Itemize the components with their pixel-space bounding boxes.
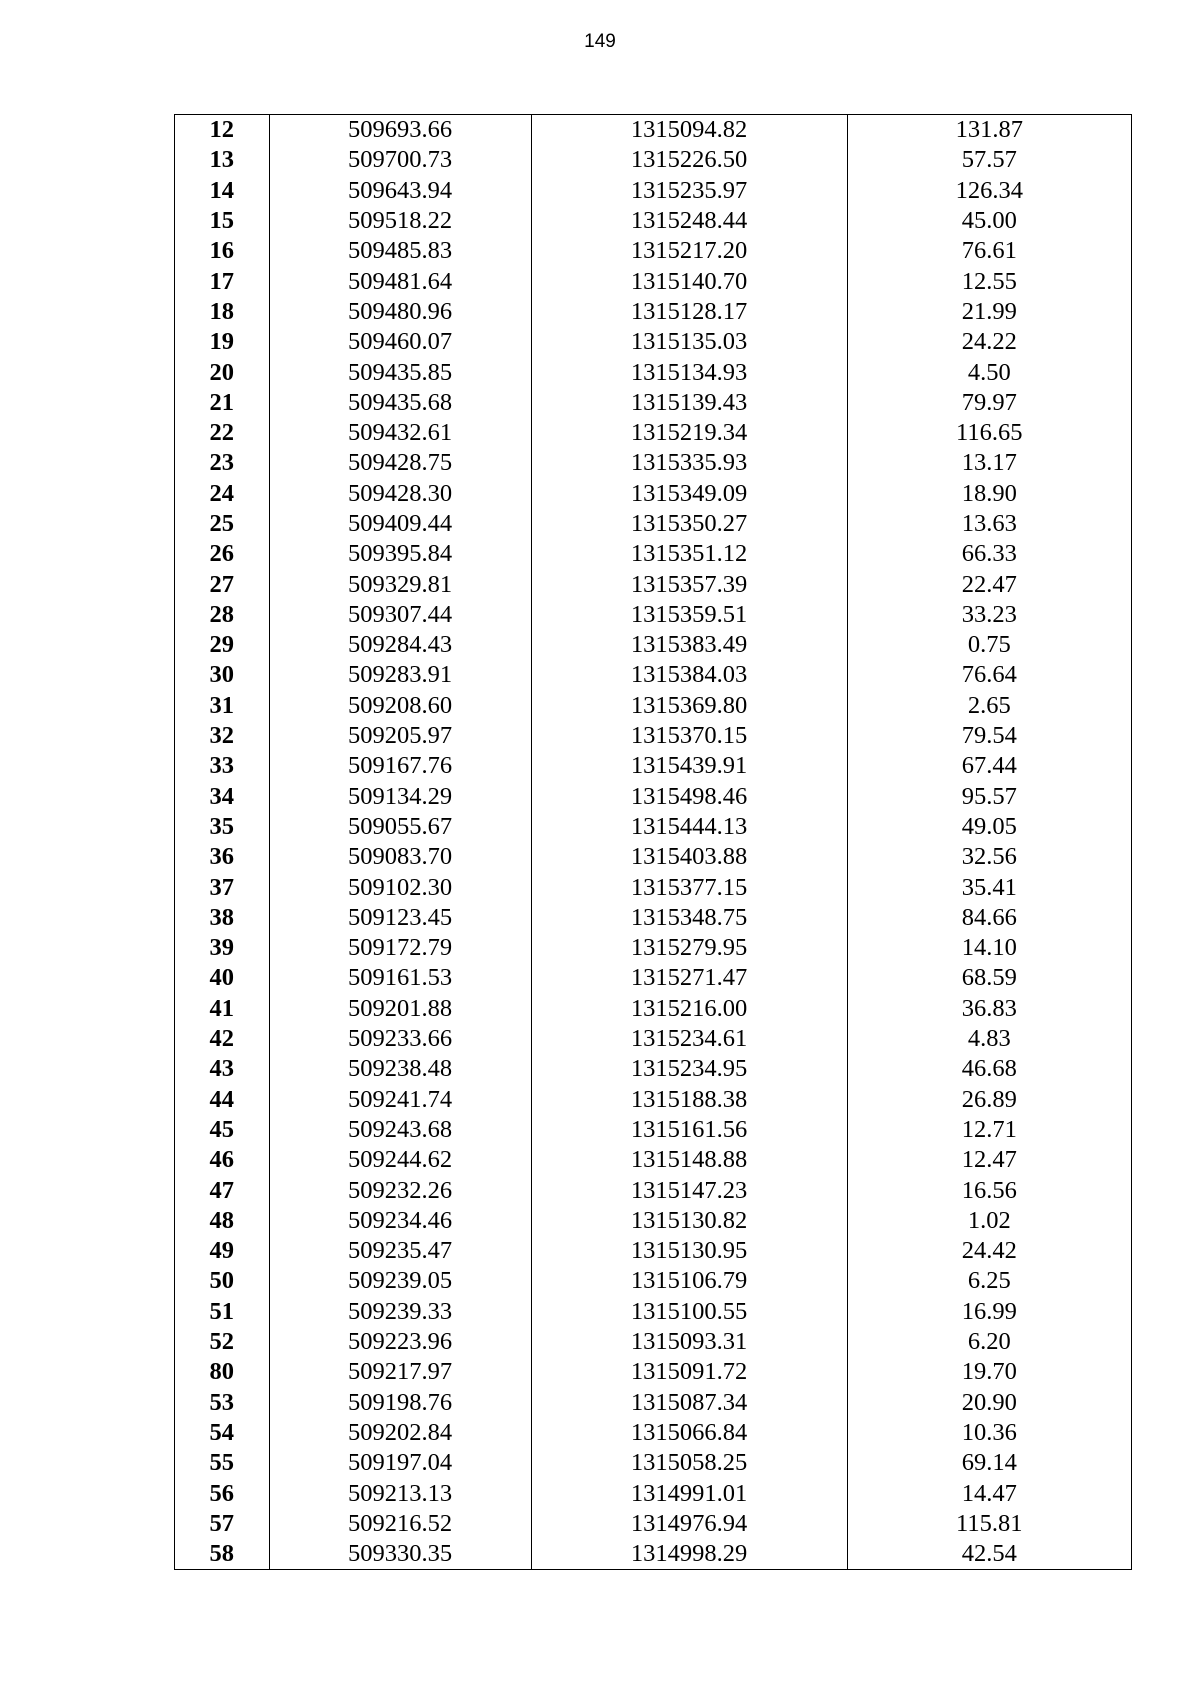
y-coordinate-cell: 1315351.12	[531, 539, 847, 569]
x-coordinate-cell: 509480.96	[269, 297, 531, 327]
x-coordinate-cell: 509167.76	[269, 751, 531, 781]
x-coordinate-cell: 509201.88	[269, 994, 531, 1024]
point-number-cell: 33	[209, 752, 234, 780]
x-coordinate-cell: 509123.45	[269, 903, 531, 933]
distance-cell: 2.65	[847, 691, 1131, 721]
y-coordinate-cell: 1315350.27	[531, 509, 847, 539]
point-number-cell: 24	[209, 479, 234, 507]
distance-cell: 14.47	[847, 1478, 1131, 1508]
table-row	[175, 1418, 1131, 1448]
x-coordinate-cell: 509216.52	[269, 1509, 531, 1539]
x-coordinate-cell: 509223.96	[269, 1327, 531, 1357]
x-coordinate-cell: 509161.53	[269, 963, 531, 993]
distance-cell: 4.50	[847, 357, 1131, 387]
distance-cell: 84.66	[847, 903, 1131, 933]
y-coordinate-cell: 1315161.56	[531, 1115, 847, 1145]
distance-cell: 95.57	[847, 782, 1131, 812]
y-coordinate-cell: 1314998.29	[531, 1539, 847, 1569]
table-row	[175, 145, 1131, 175]
y-coordinate-cell: 1315234.95	[531, 1054, 847, 1084]
point-number-cell: 36	[209, 843, 234, 871]
y-coordinate-cell: 1315369.80	[531, 691, 847, 721]
y-coordinate-cell: 1315216.00	[531, 994, 847, 1024]
distance-cell: 46.68	[847, 1054, 1131, 1084]
distance-cell: 33.23	[847, 600, 1131, 630]
distance-cell: 66.33	[847, 539, 1131, 569]
y-coordinate-cell: 1315134.93	[531, 357, 847, 387]
x-coordinate-cell: 509700.73	[269, 145, 531, 175]
table-row	[175, 1266, 1131, 1296]
distance-cell: 42.54	[847, 1539, 1131, 1569]
distance-cell: 32.56	[847, 842, 1131, 872]
x-coordinate-cell: 509239.33	[269, 1297, 531, 1327]
table-row	[175, 1175, 1131, 1205]
distance-cell: 68.59	[847, 963, 1131, 993]
point-number-cell: 26	[209, 540, 234, 568]
distance-cell: 6.25	[847, 1266, 1131, 1296]
point-number-cell: 40	[209, 964, 234, 992]
x-coordinate-cell: 509329.81	[269, 569, 531, 599]
x-coordinate-cell: 509428.75	[269, 448, 531, 478]
point-number-cell: 55	[209, 1449, 234, 1477]
x-coordinate-cell: 509435.85	[269, 357, 531, 387]
y-coordinate-cell: 1315148.88	[531, 1145, 847, 1175]
table-row	[175, 1024, 1131, 1054]
y-coordinate-cell: 1315370.15	[531, 721, 847, 751]
y-coordinate-cell: 1315087.34	[531, 1387, 847, 1417]
table-row	[175, 842, 1131, 872]
table-row	[175, 812, 1131, 842]
x-coordinate-cell: 509244.62	[269, 1145, 531, 1175]
x-coordinate-cell: 509485.83	[269, 236, 531, 266]
y-coordinate-cell: 1315439.91	[531, 751, 847, 781]
x-coordinate-cell: 509172.79	[269, 933, 531, 963]
point-number-cell: 49	[209, 1237, 234, 1265]
table-row	[175, 418, 1131, 448]
x-coordinate-cell: 509241.74	[269, 1085, 531, 1115]
point-number-cell: 56	[209, 1479, 234, 1507]
y-coordinate-cell: 1315106.79	[531, 1266, 847, 1296]
y-coordinate-cell: 1315058.25	[531, 1448, 847, 1478]
point-number-cell: 37	[209, 873, 234, 901]
x-coordinate-cell: 509243.68	[269, 1115, 531, 1145]
y-coordinate-cell: 1315130.95	[531, 1236, 847, 1266]
y-coordinate-cell: 1315279.95	[531, 933, 847, 963]
table-row	[175, 963, 1131, 993]
distance-cell: 76.64	[847, 660, 1131, 690]
x-coordinate-cell: 509330.35	[269, 1539, 531, 1569]
point-number-cell: 29	[209, 631, 234, 659]
y-coordinate-cell: 1315498.46	[531, 782, 847, 812]
x-coordinate-cell: 509083.70	[269, 842, 531, 872]
x-coordinate-cell: 509233.66	[269, 1024, 531, 1054]
y-coordinate-cell: 1315217.20	[531, 236, 847, 266]
y-coordinate-cell: 1315357.39	[531, 569, 847, 599]
table-row	[175, 297, 1131, 327]
table-row	[175, 782, 1131, 812]
y-coordinate-cell: 1314991.01	[531, 1478, 847, 1508]
table-row	[175, 994, 1131, 1024]
distance-cell: 116.65	[847, 418, 1131, 448]
y-coordinate-cell: 1315135.03	[531, 327, 847, 357]
table-row	[175, 600, 1131, 630]
y-coordinate-cell: 1315188.38	[531, 1085, 847, 1115]
point-number-cell: 53	[209, 1388, 234, 1416]
table-row	[175, 1509, 1131, 1539]
x-coordinate-cell: 509217.97	[269, 1357, 531, 1387]
table-row	[175, 206, 1131, 236]
table-row	[175, 115, 1131, 145]
x-coordinate-cell: 509055.67	[269, 812, 531, 842]
y-coordinate-cell: 1315348.75	[531, 903, 847, 933]
distance-cell: 12.55	[847, 266, 1131, 296]
table-row	[175, 721, 1131, 751]
point-number-cell: 27	[209, 570, 234, 598]
distance-cell: 4.83	[847, 1024, 1131, 1054]
y-coordinate-cell: 1315219.34	[531, 418, 847, 448]
point-number-cell: 13	[209, 146, 234, 174]
table-row	[175, 691, 1131, 721]
y-coordinate-cell: 1315383.49	[531, 630, 847, 660]
distance-cell: 12.71	[847, 1115, 1131, 1145]
y-coordinate-cell: 1315226.50	[531, 145, 847, 175]
point-number-cell: 47	[209, 1176, 234, 1204]
x-coordinate-cell: 509481.64	[269, 266, 531, 296]
table-row	[175, 1085, 1131, 1115]
x-coordinate-cell: 509205.97	[269, 721, 531, 751]
x-coordinate-cell: 509428.30	[269, 479, 531, 509]
point-number-cell: 43	[209, 1055, 234, 1083]
coordinates-table-grid	[175, 115, 1131, 1569]
table-row	[175, 539, 1131, 569]
point-number-cell: 25	[209, 510, 234, 537]
x-coordinate-cell: 509197.04	[269, 1448, 531, 1478]
table-row	[175, 1297, 1131, 1327]
x-coordinate-cell: 509643.94	[269, 176, 531, 206]
distance-cell: 79.54	[847, 721, 1131, 751]
distance-cell: 79.97	[847, 388, 1131, 418]
point-number-cell: 58	[209, 1540, 234, 1568]
table-row	[175, 751, 1131, 781]
point-number-cell: 16	[209, 237, 234, 265]
table-row	[175, 357, 1131, 387]
table-row	[175, 660, 1131, 690]
y-coordinate-cell: 1315248.44	[531, 206, 847, 236]
x-coordinate-cell: 509102.30	[269, 872, 531, 902]
x-coordinate-cell: 509239.05	[269, 1266, 531, 1296]
x-coordinate-cell: 509518.22	[269, 206, 531, 236]
table-row	[175, 1206, 1131, 1236]
table-row	[175, 630, 1131, 660]
point-number-cell: 15	[209, 207, 234, 235]
distance-cell: 115.81	[847, 1509, 1131, 1539]
point-number-cell: 28	[209, 600, 234, 628]
distance-cell: 1.02	[847, 1206, 1131, 1236]
table-row	[175, 1478, 1131, 1508]
distance-cell: 20.90	[847, 1387, 1131, 1417]
table-row	[175, 1357, 1131, 1387]
y-coordinate-cell: 1315349.09	[531, 479, 847, 509]
distance-cell: 24.42	[847, 1236, 1131, 1266]
table-row	[175, 1115, 1131, 1145]
point-number-cell: 48	[209, 1206, 234, 1234]
point-number-cell: 38	[209, 903, 234, 931]
table-row	[175, 388, 1131, 418]
point-number-cell: 18	[209, 297, 234, 325]
distance-cell: 18.90	[847, 479, 1131, 509]
distance-cell: 131.87	[847, 115, 1131, 145]
table-row	[175, 1387, 1131, 1417]
distance-cell: 22.47	[847, 569, 1131, 599]
y-coordinate-cell: 1315140.70	[531, 266, 847, 296]
x-coordinate-cell: 509202.84	[269, 1418, 531, 1448]
distance-cell: 0.75	[847, 630, 1131, 660]
distance-cell: 45.00	[847, 206, 1131, 236]
point-number-cell: 41	[209, 994, 234, 1022]
point-number-cell: 42	[209, 1025, 234, 1053]
distance-cell: 16.99	[847, 1297, 1131, 1327]
point-number-cell: 80	[209, 1358, 234, 1386]
table-row	[175, 327, 1131, 357]
point-number-cell: 31	[209, 691, 234, 719]
x-coordinate-cell: 509693.66	[269, 115, 531, 145]
distance-cell: 16.56	[847, 1175, 1131, 1205]
table-row	[175, 1054, 1131, 1084]
point-number-cell: 34	[209, 782, 234, 810]
x-coordinate-cell: 509235.47	[269, 1236, 531, 1266]
x-coordinate-cell: 509395.84	[269, 539, 531, 569]
table-row	[175, 933, 1131, 963]
point-number-cell: 23	[209, 449, 234, 477]
distance-cell: 14.10	[847, 933, 1131, 963]
y-coordinate-cell: 1315093.31	[531, 1327, 847, 1357]
table-row	[175, 448, 1131, 478]
y-coordinate-cell: 1315091.72	[531, 1357, 847, 1387]
x-coordinate-cell: 509213.13	[269, 1478, 531, 1508]
coordinates-table-body	[175, 115, 1131, 1569]
table-row	[175, 1145, 1131, 1175]
y-coordinate-cell: 1315100.55	[531, 1297, 847, 1327]
x-coordinate-cell: 509134.29	[269, 782, 531, 812]
distance-cell: 49.05	[847, 812, 1131, 842]
y-coordinate-cell: 1315234.61	[531, 1024, 847, 1054]
table-row	[175, 176, 1131, 206]
table-row	[175, 1327, 1131, 1357]
distance-cell: 67.44	[847, 751, 1131, 781]
distance-cell: 36.83	[847, 994, 1131, 1024]
y-coordinate-cell: 1315359.51	[531, 600, 847, 630]
distance-cell: 57.57	[847, 145, 1131, 175]
x-coordinate-cell: 509435.68	[269, 388, 531, 418]
point-number-cell: 50	[209, 1267, 234, 1295]
point-number-cell: 20	[209, 358, 234, 386]
page-number: 149	[584, 31, 616, 52]
y-coordinate-cell: 1315147.23	[531, 1175, 847, 1205]
table-row	[175, 509, 1131, 539]
table-row	[175, 1539, 1131, 1569]
y-coordinate-cell: 1315377.15	[531, 872, 847, 902]
point-number-cell: 12	[209, 116, 234, 144]
x-coordinate-cell: 509284.43	[269, 630, 531, 660]
table-row	[175, 479, 1131, 509]
point-number-cell: 54	[209, 1418, 234, 1446]
y-coordinate-cell: 1315128.17	[531, 297, 847, 327]
y-coordinate-cell: 1314976.94	[531, 1509, 847, 1539]
y-coordinate-cell: 1315094.82	[531, 115, 847, 145]
point-number-cell: 22	[209, 419, 234, 447]
point-number-cell: 46	[209, 1146, 234, 1174]
table-row	[175, 872, 1131, 902]
point-number-cell: 14	[209, 176, 234, 204]
y-coordinate-cell: 1315335.93	[531, 448, 847, 478]
y-coordinate-cell: 1315384.03	[531, 660, 847, 690]
table-row	[175, 236, 1131, 266]
point-number-cell: 39	[209, 934, 234, 962]
x-coordinate-cell: 509307.44	[269, 600, 531, 630]
point-number-cell: 44	[209, 1085, 234, 1113]
point-number-cell: 45	[209, 1115, 234, 1143]
x-coordinate-cell: 509460.07	[269, 327, 531, 357]
point-number-cell: 17	[209, 267, 234, 295]
x-coordinate-cell: 509432.61	[269, 418, 531, 448]
x-coordinate-cell: 509232.26	[269, 1175, 531, 1205]
point-number-cell: 19	[209, 328, 234, 356]
distance-cell: 6.20	[847, 1327, 1131, 1357]
distance-cell: 19.70	[847, 1357, 1131, 1387]
distance-cell: 26.89	[847, 1085, 1131, 1115]
coordinates-table	[174, 114, 1132, 1570]
table-row	[175, 266, 1131, 296]
point-number-cell: 51	[209, 1297, 234, 1325]
distance-cell: 10.36	[847, 1418, 1131, 1448]
y-coordinate-cell: 1315066.84	[531, 1418, 847, 1448]
point-number-cell: 30	[209, 661, 234, 689]
y-coordinate-cell: 1315130.82	[531, 1206, 847, 1236]
y-coordinate-cell: 1315403.88	[531, 842, 847, 872]
distance-cell: 21.99	[847, 297, 1131, 327]
table-row	[175, 1448, 1131, 1478]
point-number-cell: 57	[209, 1509, 234, 1537]
y-coordinate-cell: 1315271.47	[531, 963, 847, 993]
distance-cell: 13.63	[847, 509, 1131, 539]
table-row	[175, 903, 1131, 933]
table-row	[175, 1236, 1131, 1266]
x-coordinate-cell: 509409.44	[269, 509, 531, 539]
x-coordinate-cell: 509198.76	[269, 1387, 531, 1417]
y-coordinate-cell: 1315139.43	[531, 388, 847, 418]
distance-cell: 24.22	[847, 327, 1131, 357]
x-coordinate-cell: 509234.46	[269, 1206, 531, 1236]
x-coordinate-cell: 509283.91	[269, 660, 531, 690]
distance-cell: 35.41	[847, 872, 1131, 902]
point-number-cell: 52	[209, 1328, 234, 1356]
distance-cell: 69.14	[847, 1448, 1131, 1478]
y-coordinate-cell: 1315444.13	[531, 812, 847, 842]
y-coordinate-cell: 1315235.97	[531, 176, 847, 206]
x-coordinate-cell: 509208.60	[269, 691, 531, 721]
distance-cell: 13.17	[847, 448, 1131, 478]
distance-cell: 12.47	[847, 1145, 1131, 1175]
table-row	[175, 569, 1131, 599]
distance-cell: 76.61	[847, 236, 1131, 266]
point-number-cell: 32	[209, 722, 234, 750]
point-number-cell: 21	[209, 388, 234, 416]
point-number-cell: 35	[209, 812, 234, 840]
distance-cell: 126.34	[847, 176, 1131, 206]
x-coordinate-cell: 509238.48	[269, 1054, 531, 1084]
